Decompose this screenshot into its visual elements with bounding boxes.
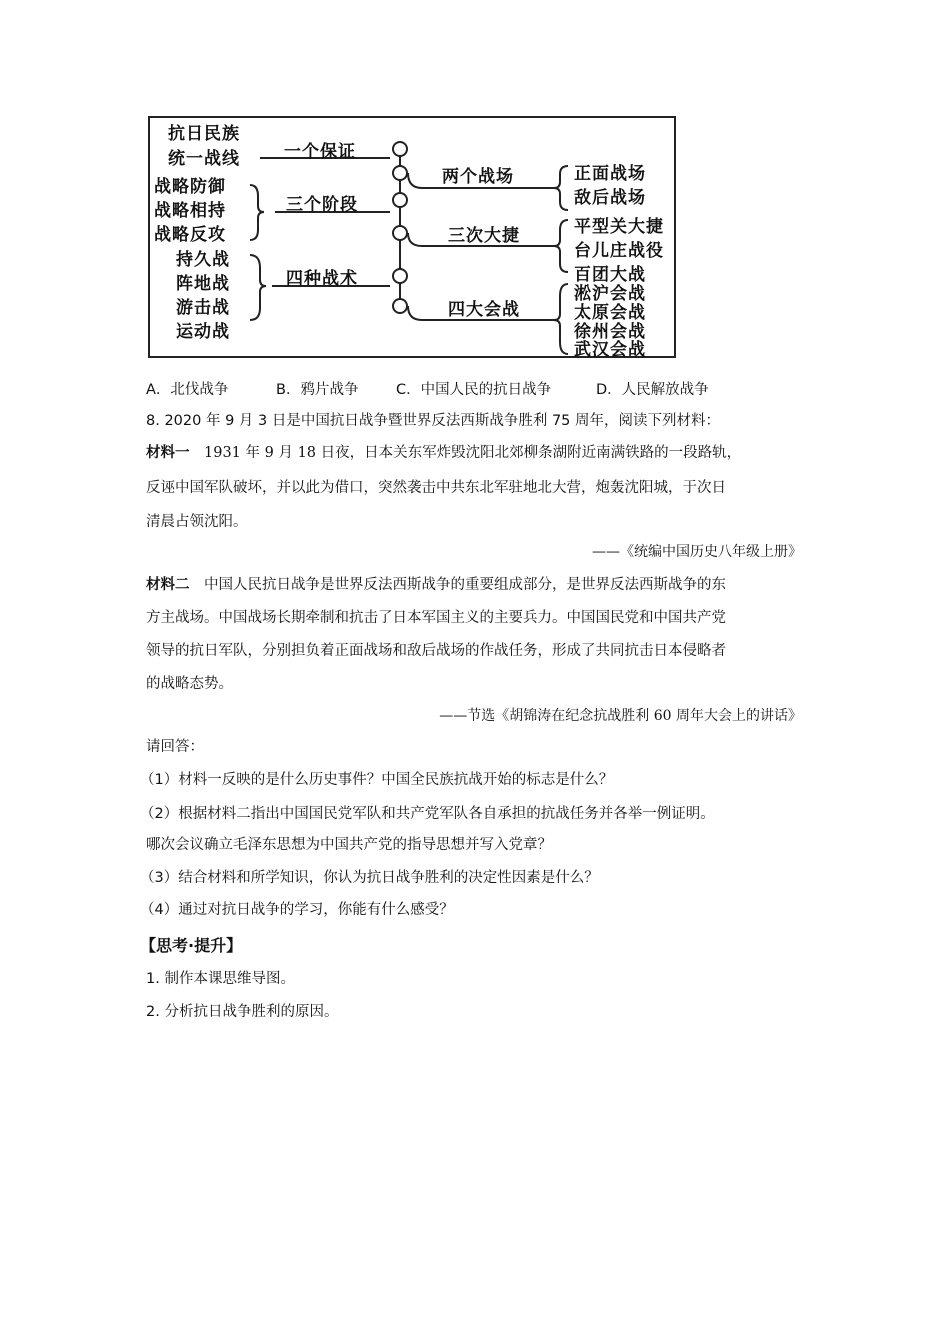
stage-2: 战略相持 <box>154 201 226 221</box>
battlefield-1: 正面战场 <box>574 164 646 184</box>
material-2-source: ——节选《胡锦涛在纪念抗战胜利 60 周年大会上的讲话》 <box>439 708 802 724</box>
tactic-1: 持久战 <box>176 250 230 270</box>
think-item-1: 1. 制作本课思维导图。 <box>146 971 295 987</box>
branch-tactics: 四种战术 <box>286 269 358 289</box>
material-1-line-2: 反诬中国军队破坏，并以此为借口，突然袭击中共东北军驻地北大营，炮轰沈阳城，于次日 <box>146 480 726 496</box>
branch-victories: 三次大捷 <box>448 226 520 246</box>
victory-2: 台儿庄战役 <box>574 241 664 261</box>
material-1-label: 材料一 <box>146 445 190 461</box>
sub-question-1: （1）材料一反映的是什么历史事件？中国全民族抗战开始的标志是什么？ <box>140 772 614 788</box>
sub-question-2: （2）根据材料二指出中国国民党军队和共产党军队各自承担的抗战任务并各举一例证明。 <box>140 806 715 822</box>
think-item-2: 2. 分析抗日战争胜利的原因。 <box>146 1004 339 1020</box>
material-2-line-4: 的战略态势。 <box>146 676 233 692</box>
branch-guarantee: 一个保证 <box>284 142 356 162</box>
sub-question-3: （3）结合材料和所学知识，你认为抗日战争胜利的决定性因素是什么？ <box>140 870 599 886</box>
victory-1: 平型关大捷 <box>574 217 664 237</box>
node-4 <box>393 226 407 240</box>
sub-question-4: （4）通过对抗日战争的学习，你能有什么感受？ <box>140 902 454 918</box>
option-c: C．中国人民的抗日战争 <box>396 382 552 398</box>
branch-battlefields: 两个战场 <box>442 167 514 187</box>
node-3 <box>393 193 407 207</box>
title-line-1: 抗日民族 <box>168 124 240 144</box>
tactic-2: 阵地战 <box>176 274 230 294</box>
knowledge-diagram <box>148 116 676 358</box>
option-b: B．鸦片战争 <box>276 382 359 398</box>
answer-prompt: 请回答： <box>146 739 204 755</box>
node-5 <box>393 269 407 283</box>
campaign-2: 太原会战 <box>574 303 646 323</box>
q8-stem: 8. 2020 年 9 月 3 日是中国抗日战争暨世界反法西斯战争胜利 75 周年，阅读下列材料： <box>146 413 721 429</box>
option-d: D．人民解放战争 <box>596 382 709 398</box>
option-a: A．北伐战争 <box>146 382 229 398</box>
node-6 <box>393 299 407 313</box>
stage-1: 战略防御 <box>154 177 226 197</box>
material-2-line-1 <box>146 574 726 596</box>
branch-stages: 三个阶段 <box>286 195 358 215</box>
campaign-1: 淞沪会战 <box>574 284 646 304</box>
victory-3: 百团大战 <box>574 265 646 285</box>
material-1-text-1: 1931 年 9 月 18 日夜，日本关东军炸毁沈阳北郊柳条湖附近南满铁路的一段路轨， <box>189 445 742 461</box>
tactic-4: 运动战 <box>176 322 230 342</box>
material-2-text-1: 中国人民抗日战争是世界反法西斯战争的重要组成部分，是世界反法西斯战争的东 <box>189 577 726 593</box>
tactic-3: 游击战 <box>176 298 230 318</box>
branch-campaigns: 四大会战 <box>448 300 520 320</box>
sub-question-2-cont: 哪次会议确立毛泽东思想为中国共产党的指导思想并写入党章？ <box>146 837 552 853</box>
material-1-line-1 <box>146 442 741 464</box>
material-2-line-3: 领导的抗日军队，分别担负着正面战场和敌后战场的作战任务，形成了共同抗击日本侵略者 <box>146 643 726 659</box>
material-1-line-3: 清晨占领沈阳。 <box>146 514 248 530</box>
campaign-4: 武汉会战 <box>574 340 646 360</box>
think-heading: 【思考·提升】 <box>140 936 243 955</box>
node-2 <box>393 166 407 180</box>
material-2-label: 材料二 <box>146 577 190 593</box>
stage-3: 战略反攻 <box>154 225 226 245</box>
node-1 <box>393 142 407 156</box>
material-2-line-2: 方主战场。中国战场长期牵制和抗击了日本军国主义的主要兵力。中国国民党和中国共产党 <box>146 610 726 626</box>
material-1-source: ——《统编中国历史八年级上册》 <box>592 544 802 560</box>
title-line-2: 统一战线 <box>168 149 240 169</box>
battlefield-2: 敌后战场 <box>574 188 646 208</box>
campaign-3: 徐州会战 <box>574 322 646 342</box>
